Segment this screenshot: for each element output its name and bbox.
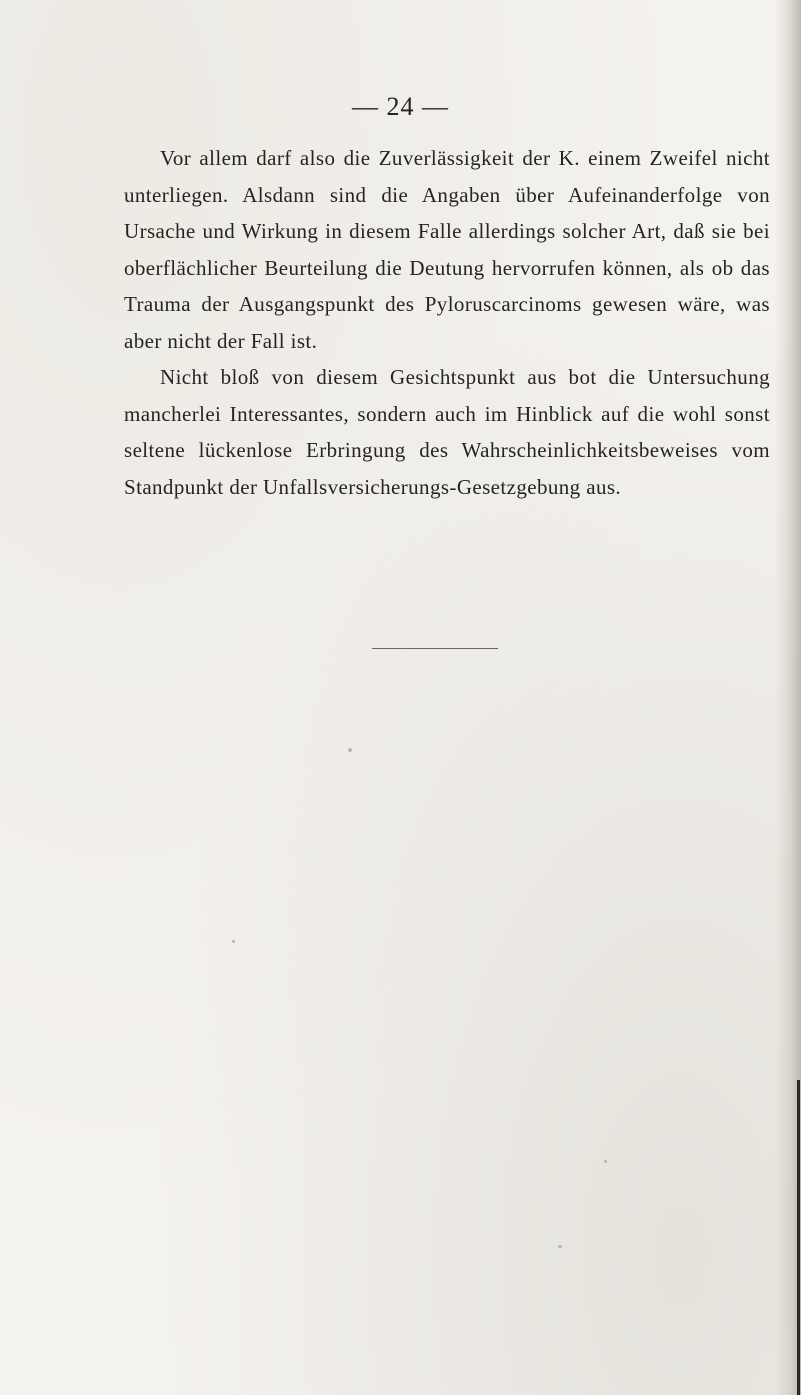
- paragraph-1: Vor allem darf also die Zuverlässigkeit der K. einem Zweifel nicht unterliegen. Alsdann sind die Angaben über Aufeinanderfolge von Ursache und Wirkung in diesem Falle allerdings solcher Art, daß sie bei oberflächlicher Beurteilung die Deutung hervorrufen können, als ob das Trauma der Ausgangspunkt des Pyloruscarcinoms gewesen wäre, was aber nicht der Fall ist.: [124, 146, 770, 353]
- page-number: — 24 —: [352, 92, 449, 121]
- paper-speck: [348, 748, 352, 752]
- paragraph-2: Nicht bloß von diesem Gesichtspunkt aus bot die Untersuchung mancherlei Interessantes, sondern auch im Hinblick auf die wohl sonst seltene lückenlose Erbringung des Wahrscheinlichkeitsbeweises vom Standpunkt der Unfallsversicherungs-Gesetzgebung aus.: [124, 365, 770, 499]
- section-divider-rule: [372, 648, 498, 649]
- page-edge-line: [797, 1080, 800, 1395]
- body-text: [124, 140, 770, 505]
- paper-speck: [558, 1245, 562, 1248]
- paper-speck: [232, 940, 235, 943]
- paper-speck: [604, 1160, 607, 1163]
